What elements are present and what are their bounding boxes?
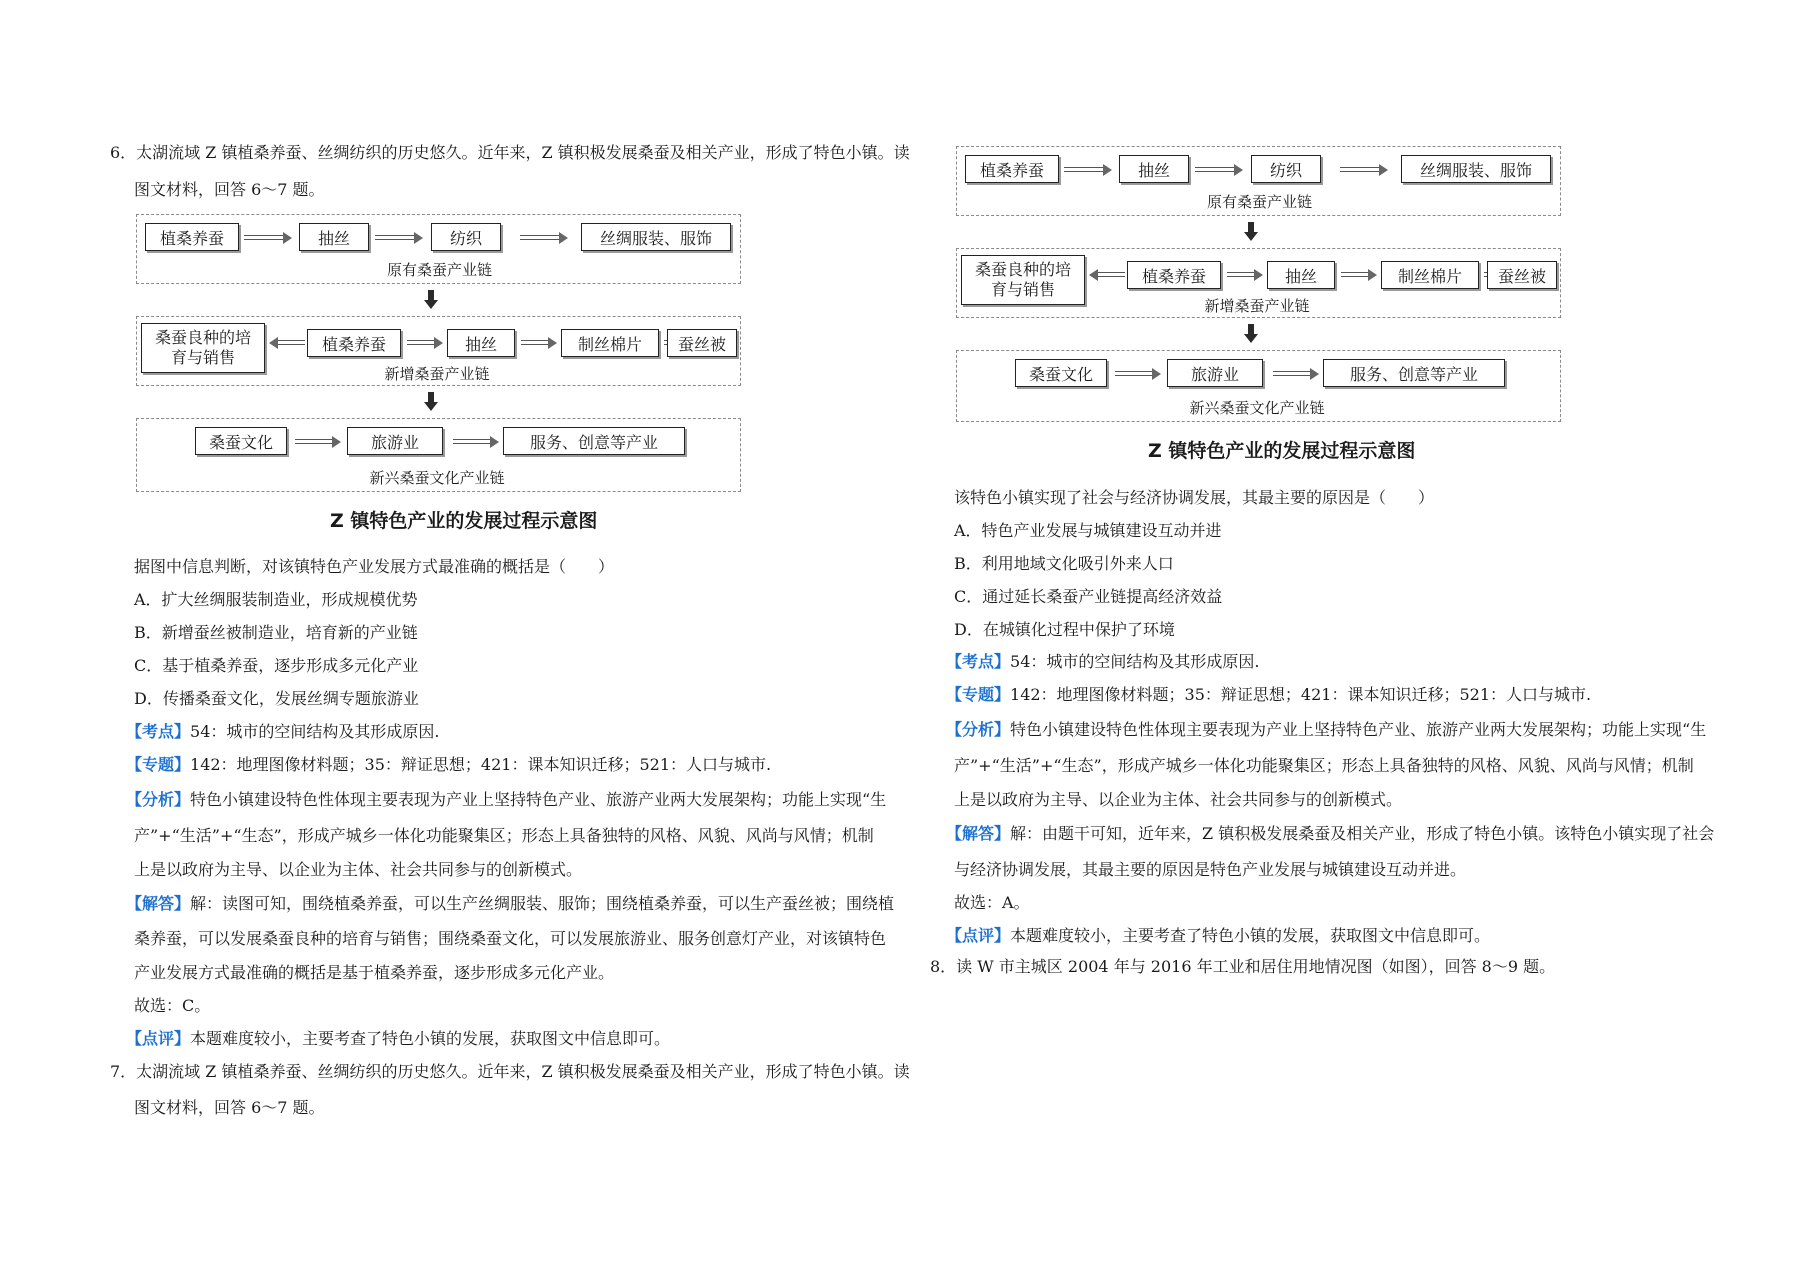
chain-original bbox=[136, 214, 741, 284]
q7-jieda-line1 bbox=[946, 824, 1714, 844]
chain2-box-5: 蚕丝被 bbox=[667, 329, 737, 357]
q7-stem-line2: 图文材料，回答 6～7 题。 bbox=[134, 1098, 325, 1117]
right-arrow-icon bbox=[1064, 166, 1112, 174]
chain3-box-3: 服务、创意等产业 bbox=[1323, 359, 1505, 387]
industry-diagram bbox=[136, 214, 741, 494]
chain3-box-2: 旅游业 bbox=[347, 427, 443, 455]
q7-fenxi-line1 bbox=[946, 720, 1706, 740]
chain1-label: 原有桑蚕产业链 bbox=[1206, 193, 1312, 211]
chain-new bbox=[136, 316, 741, 386]
fenxi-tag: 【分析】 bbox=[126, 790, 191, 809]
q7-option-b: B．利用地域文化吸引外来人口 bbox=[954, 554, 1174, 573]
q6-jieda-line1 bbox=[126, 894, 894, 914]
chain2-box-5: 蚕丝被 bbox=[1487, 261, 1557, 289]
chain2-box-4: 制丝棉片 bbox=[561, 329, 659, 357]
right-arrow-icon bbox=[453, 438, 499, 446]
chain1-box-1: 植桑养蚕 bbox=[145, 223, 239, 251]
chain1-box-2: 抽丝 bbox=[299, 223, 369, 251]
chain-new bbox=[956, 248, 1561, 318]
zhuanti-tag: 【专题】 bbox=[946, 685, 1011, 704]
chain2-box-1: 桑蚕良种的培育与销售 bbox=[961, 255, 1085, 305]
q6-stem-line2: 图文材料，回答 6～7 题。 bbox=[134, 180, 325, 199]
q7-question: 该特色小镇实现了社会与经济协调发展，其最主要的原因是（ ） bbox=[954, 488, 1435, 507]
jieda-tag: 【解答】 bbox=[126, 894, 191, 913]
q6-option-c: C．基于植桑养蚕，逐步形成多元化产业 bbox=[134, 656, 419, 675]
q7-kaodian bbox=[946, 652, 1259, 672]
zhuanti-text: 142：地理图像材料题；35：辩证思想；421：课本知识迁移；521：人口与城市. bbox=[190, 755, 772, 774]
kaodian-tag: 【考点】 bbox=[126, 722, 191, 741]
q7-stem-line1: 7．太湖流域 Z 镇植桑养蚕、丝绸纺织的历史悠久。近年来，Z 镇积极发展桑蚕及相关产业，形成了特色小镇。读 bbox=[110, 1062, 910, 1081]
right-arrow-icon bbox=[407, 339, 443, 347]
chain2-label: 新增桑蚕产业链 bbox=[1204, 297, 1310, 315]
chain3-label: 新兴桑蚕文化产业链 bbox=[1189, 399, 1325, 417]
zhuanti-text: 142：地理图像材料题；35：辩证思想；421：课本知识迁移；521：人口与城市. bbox=[1010, 685, 1592, 704]
zhuanti-tag: 【专题】 bbox=[126, 755, 191, 774]
q7-jieda-line2: 与经济协调发展，其最主要的原因是特色产业发展与城镇建设互动并进。 bbox=[954, 860, 1467, 879]
left-arrow-icon bbox=[1089, 271, 1125, 279]
q7-option-d: D．在城镇化过程中保护了环境 bbox=[954, 620, 1175, 639]
chain2-box-1: 桑蚕良种的培育与销售 bbox=[141, 323, 265, 373]
right-arrow-icon bbox=[244, 234, 292, 242]
right-arrow-icon bbox=[1227, 271, 1263, 279]
right-arrow-icon bbox=[1341, 271, 1377, 279]
q6-fenxi-line1 bbox=[126, 790, 886, 810]
down-arrow-icon bbox=[1244, 324, 1258, 344]
q6-option-b: B．新增蚕丝被制造业，培育新的产业链 bbox=[134, 623, 418, 642]
dianping-tag: 【点评】 bbox=[126, 1029, 191, 1048]
down-arrow-icon bbox=[424, 290, 438, 310]
chain1-box-3: 纺织 bbox=[1251, 155, 1321, 183]
chain1-label: 原有桑蚕产业链 bbox=[386, 261, 492, 279]
right-arrow-icon bbox=[295, 438, 341, 446]
down-arrow-icon bbox=[424, 392, 438, 412]
dianping-tag: 【点评】 bbox=[946, 926, 1011, 945]
q8-stem: 8．读 W 市主城区 2004 年与 2016 年工业和居住用地情况图（如图），回答 8～9 题。 bbox=[930, 957, 1556, 976]
chain1-box-4: 丝绸服装、服饰 bbox=[1401, 155, 1551, 183]
diagram-title: Z 镇特色产业的发展过程示意图 bbox=[330, 510, 598, 532]
dianping-text: 本题难度较小，主要考查了特色小镇的发展，获取图文中信息即可。 bbox=[1010, 926, 1491, 945]
chain3-box-1: 桑蚕文化 bbox=[195, 427, 287, 455]
chain-culture bbox=[136, 418, 741, 492]
q7-fenxi-line2: 产”+“生活”+“生态”，形成产城乡一体化功能聚集区；形态上具备独特的风格、风貌、风尚与风情；机制 bbox=[954, 756, 1694, 775]
right-arrow-icon bbox=[521, 339, 557, 347]
chain2-box-3: 抽丝 bbox=[1267, 261, 1335, 289]
q7-fenxi-line3: 上是以政府为主导、以企业为主体、社会共同参与的创新模式。 bbox=[954, 790, 1403, 809]
q6-fenxi-line2: 产”+“生活”+“生态”，形成产城乡一体化功能聚集区；形态上具备独特的风格、风貌、风尚与风情；机制 bbox=[134, 826, 874, 845]
chain2-label: 新增桑蚕产业链 bbox=[384, 365, 490, 383]
jieda-text-1: 解：读图可知，围绕植桑养蚕，可以生产丝绸服装、服饰；围绕植桑养蚕，可以生产蚕丝被；围绕植 bbox=[190, 894, 895, 913]
chain3-box-2: 旅游业 bbox=[1167, 359, 1263, 387]
down-arrow-icon bbox=[1244, 222, 1258, 242]
right-arrow-icon bbox=[1340, 166, 1388, 174]
q7-zhuanti bbox=[946, 685, 1591, 705]
right-arrow-icon bbox=[1115, 370, 1161, 378]
q6-fenxi-line3: 上是以政府为主导、以企业为主体、社会共同参与的创新模式。 bbox=[134, 860, 583, 879]
kaodian-text: 54：城市的空间结构及其形成原因. bbox=[190, 722, 440, 741]
chain2-box-3: 抽丝 bbox=[447, 329, 515, 357]
q7-option-c: C．通过延长桑蚕产业链提高经济效益 bbox=[954, 587, 1223, 606]
jieda-text-1: 解：由题干可知，近年来，Z 镇积极发展桑蚕及相关产业，形成了特色小镇。该特色小镇实现了社会 bbox=[1010, 824, 1715, 843]
chain1-box-3: 纺织 bbox=[431, 223, 501, 251]
kaodian-text: 54：城市的空间结构及其形成原因. bbox=[1010, 652, 1260, 671]
right-arrow-icon bbox=[1195, 166, 1243, 174]
dianping-text: 本题难度较小，主要考查了特色小镇的发展，获取图文中信息即可。 bbox=[190, 1029, 671, 1048]
chain3-box-1: 桑蚕文化 bbox=[1015, 359, 1107, 387]
chain2-box-4: 制丝棉片 bbox=[1381, 261, 1479, 289]
jieda-tag: 【解答】 bbox=[946, 824, 1011, 843]
q6-option-a: A．扩大丝绸服装制造业，形成规模优势 bbox=[134, 590, 418, 609]
q6-kaodian bbox=[126, 722, 439, 742]
chain2-box-2: 植桑养蚕 bbox=[307, 329, 401, 357]
chain2-box-2: 植桑养蚕 bbox=[1127, 261, 1221, 289]
fenxi-text-1: 特色小镇建设特色性体现主要表现为产业上坚持特色产业、旅游产业两大发展架构；功能上实现“生 bbox=[190, 790, 887, 809]
chain3-box-3: 服务、创意等产业 bbox=[503, 427, 685, 455]
fenxi-tag: 【分析】 bbox=[946, 720, 1011, 739]
chain1-box-2: 抽丝 bbox=[1119, 155, 1189, 183]
kaodian-tag: 【考点】 bbox=[946, 652, 1011, 671]
left-arrow-icon bbox=[269, 339, 305, 347]
q6-stem-line1: 6．太湖流域 Z 镇植桑养蚕、丝绸纺织的历史悠久。近年来，Z 镇积极发展桑蚕及相关产业，形成了特色小镇。读 bbox=[110, 143, 910, 162]
chain1-box-4: 丝绸服装、服饰 bbox=[581, 223, 731, 251]
chain-culture bbox=[956, 350, 1561, 422]
diagram-title: Z 镇特色产业的发展过程示意图 bbox=[1148, 440, 1416, 462]
industry-diagram-2 bbox=[956, 146, 1561, 422]
q6-jieda-line2: 桑养蚕，可以发展桑蚕良种的培育与销售；围绕桑蚕文化，可以发展旅游业、服务创意灯产业，对该镇特色 bbox=[134, 929, 887, 948]
chain3-label: 新兴桑蚕文化产业链 bbox=[369, 469, 505, 487]
fenxi-text-1: 特色小镇建设特色性体现主要表现为产业上坚持特色产业、旅游产业两大发展架构；功能上实现“生 bbox=[1010, 720, 1707, 739]
q7-option-a: A．特色产业发展与城镇建设互动并进 bbox=[954, 521, 1222, 540]
right-arrow-icon bbox=[520, 234, 568, 242]
chain1-box-1: 植桑养蚕 bbox=[965, 155, 1059, 183]
q7-answer: 故选：A。 bbox=[954, 893, 1030, 912]
q6-question: 据图中信息判断，对该镇特色产业发展方式最准确的概括是（ ） bbox=[134, 557, 615, 576]
q6-dianping bbox=[126, 1029, 670, 1049]
q6-answer: 故选：C。 bbox=[134, 996, 211, 1015]
q6-option-d: D．传播桑蚕文化，发展丝绸专题旅游业 bbox=[134, 689, 419, 708]
right-arrow-icon bbox=[375, 234, 423, 242]
right-arrow-icon bbox=[1273, 370, 1319, 378]
chain-original bbox=[956, 146, 1561, 216]
q6-zhuanti bbox=[126, 755, 771, 775]
q7-dianping bbox=[946, 926, 1490, 946]
q6-jieda-line3: 产业发展方式最准确的概括是基于植桑养蚕，逐步形成多元化产业。 bbox=[134, 963, 615, 982]
